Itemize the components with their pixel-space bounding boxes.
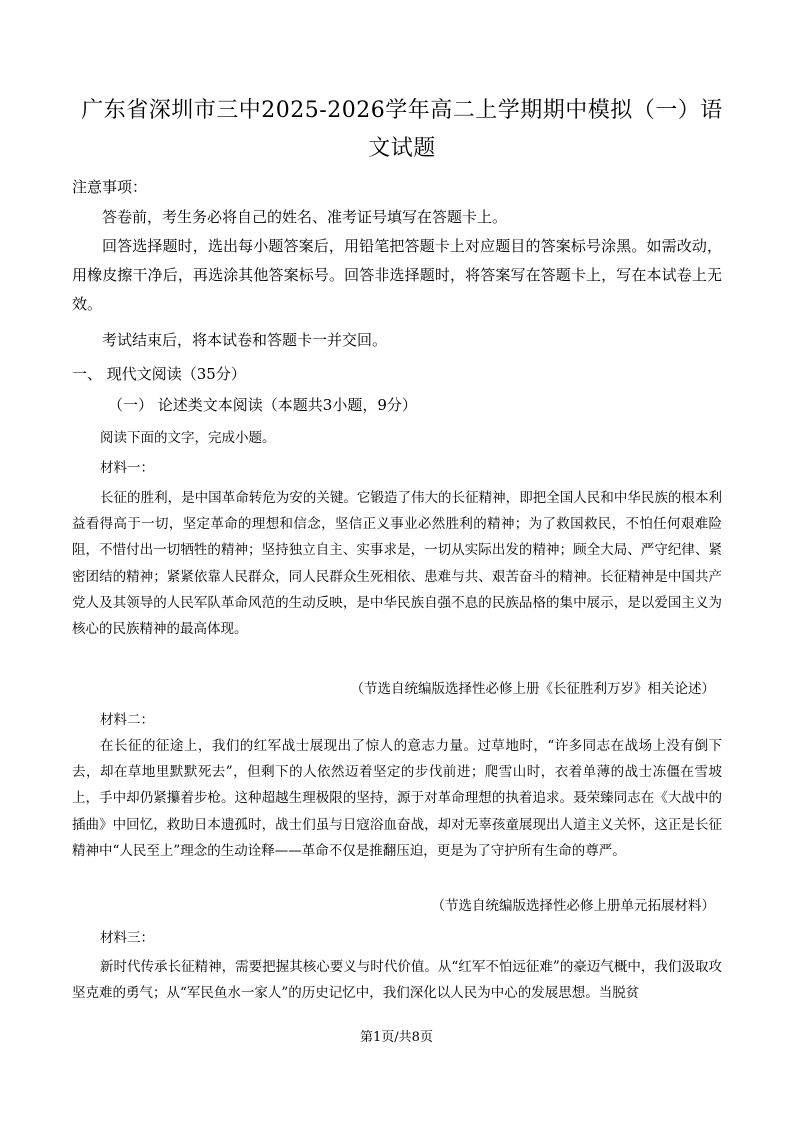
material-2-source: （节选自统编版选择性必修上册单元拓展材料） xyxy=(431,898,715,914)
notice-item-2: 回答选择题时，选出每小题答案后，用铅笔把答题卡上对应题目的答案标号涂黑。如需改动，用橡皮擦干净后，再选涂其他答案标号。回答非选择题时，将答案写在答题卡上，写在本试卷上无效。 xyxy=(72,237,722,313)
section-heading: 一、 现代文阅读（35分） xyxy=(72,365,246,383)
reading-instruction: 阅读下面的文字，完成小题。 xyxy=(100,430,276,446)
material-2-text: 在长征的征途上，我们的红军战士展现出了惊人的意志力量。过草地时，“许多同志在战场上没有倒下去，却在草地里默默死去”，但剩下的人依然迈着坚定的步伐前进；爬雪山时，衣着单薄的战士冻僵在雪坡上，手中却仍紧攥着步枪。这种超越生理极限的坚持，源于对革命理想的执着追求。聂荣臻同志在《大战中的插曲》中回忆，救助日本遗孤时，战士们虽与日寇浴血奋战，却对无辜孩童展现出人道主义关怀，这正是长征精神中“人民至上”理念的生动诠释——革命不仅是推翻压迫，更是为了守护所有生命的尊严。 xyxy=(72,738,722,859)
subsection-heading: （一） 论述类文本阅读（本题共3小题，9分） xyxy=(108,396,417,414)
material-3-label: 材料三： xyxy=(100,930,154,946)
notice-item-1: 答卷前，考生务必将自己的姓名、准考证号填写在答题卡上。 xyxy=(102,208,508,226)
material-1-text: 长征的胜利，是中国革命转危为安的关键。它锻造了伟大的长征精神，即把全国人民和中华民族的根本利益看得高于一切，坚定革命的理想和信念，坚信正义事业必然胜利的精神；为了救国救民，不怕任何艰难险阻，不惜付出一切牺牲的精神；坚持独立自主、实事求是，一切从实际出发的精神；顾全大局、严守纪律、紧密团结的精神；紧紧依靠人民群众，同人民群众生死相依、患难与共、艰苦奋斗的精神。长征精神是中国共产党人及其领导的人民军队革命风范的生动反映，是中华民族自强不息的民族品格的集中展示，是以爱国主义为核心的民族精神的最高体现。 xyxy=(72,490,722,638)
exam-title: 广东省深圳市三中2025-2026学年高二上学期期中模拟（一）语文试题 xyxy=(81,98,723,161)
notice-item-3: 考试结束后，将本试卷和答题卡一并交回。 xyxy=(102,331,388,349)
page-footer: 第1页/共8页 xyxy=(360,1030,433,1045)
material-3-text: 新时代传承长征精神，需要把握其核心要义与时代价值。从“红军不怕远征难”的豪迈气概中，我们汲取攻坚克难的勇气；从“军民鱼水一家人”的历史记忆中，我们深化以人民为中心的发展思想。当脱贫 xyxy=(72,959,722,1002)
material-2-label: 材料二： xyxy=(100,712,154,728)
material-1-label: 材料一： xyxy=(100,460,154,476)
notice-heading: 注意事项： xyxy=(72,178,148,196)
material-1-source: （节选自统编版选择性必修上册《长征胜利万岁》相关论述） xyxy=(350,681,715,697)
